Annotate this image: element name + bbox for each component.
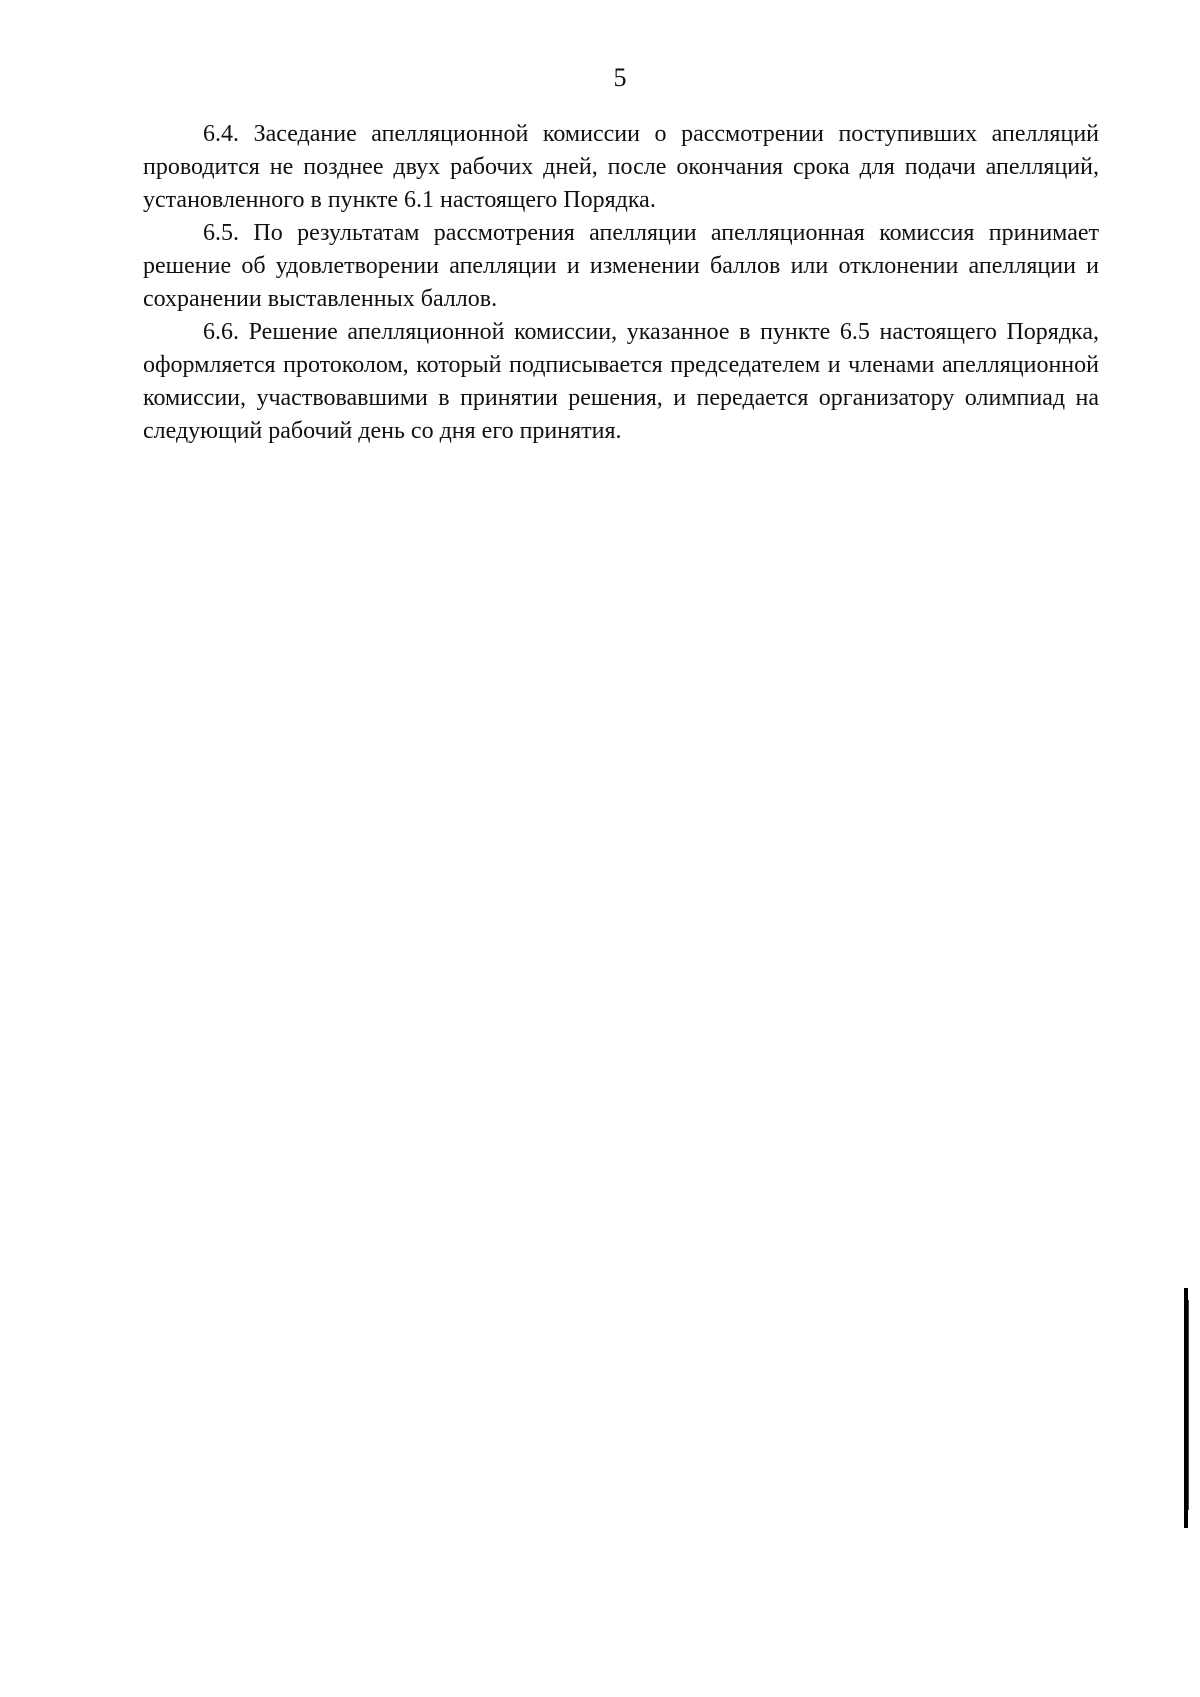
paragraph-6-5: 6.5. По результатам рассмотрения апелляции апелляционная комиссия принимает решение об удовлетворении апелляции и изменении баллов или отклонении апелляции и сохранении выставленных баллов.: [143, 220, 1099, 312]
document-body: [143, 118, 1099, 448]
paragraph-6-6: 6.6. Решение апелляционной комиссии, указанное в пункте 6.5 настоящего Порядка, оформляется протоколом, который подписывается председателем и членами апелляционной комиссии, участвовавшими в принятии решения, и передается организатору олимпиад на следующий рабочий день со дня его принятия.: [143, 319, 1099, 444]
page-number: 5: [613, 63, 627, 92]
scan-edge-line: [1188, 1300, 1189, 1510]
paragraph-6-4: 6.4. Заседание апелляционной комиссии о рассмотрении поступивших апелляций проводится не позднее двух рабочих дней, после окончания срока для подачи апелляций, установленного в пункте 6.1 настоящего Порядка.: [143, 121, 1099, 213]
